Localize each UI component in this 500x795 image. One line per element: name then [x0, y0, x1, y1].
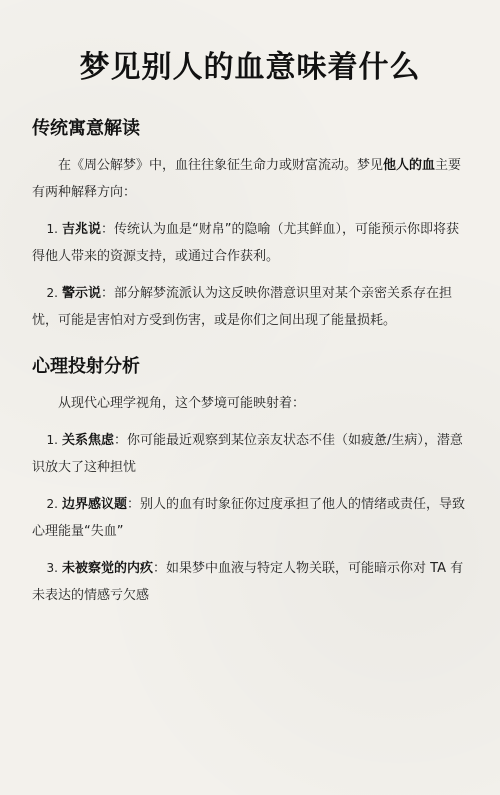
intro-text-post: 主要有两种解释方向： [32, 158, 462, 200]
intro-text-bold: 他人的血 [383, 158, 436, 173]
section-intro [32, 152, 468, 206]
item-text: ：传统认为血是“财帛”的隐喻（尤其鲜血），可能预示你即将获得他人带来的资源支持，或通过合作获利。 [32, 222, 459, 264]
list-item [32, 491, 468, 545]
list-item [32, 555, 468, 609]
item-text: ：如果梦中血液与特定人物关联，可能暗示你对 TA 有未表达的情感亏欠感 [32, 561, 464, 603]
item-number: 1. [46, 222, 58, 236]
item-term: 吉兆说 [62, 222, 102, 237]
list-item [32, 427, 468, 481]
item-number: 1. [46, 433, 58, 447]
page-title: 梦见别人的血意味着什么 [79, 50, 421, 85]
list-item [32, 216, 468, 270]
item-term: 关系焦虑 [62, 433, 115, 448]
section-intro: 从现代心理学视角，这个梦境可能映射着： [58, 396, 306, 411]
item-number: 2. [46, 286, 58, 300]
item-text: ：你可能最近观察到某位亲友状态不佳（如疲惫/生病），潜意识放大了这种担忧 [32, 433, 463, 475]
item-number: 2. [46, 497, 58, 511]
intro-text-pre: 在《周公解梦》中，血往往象征生命力或财富流动。梦见 [58, 158, 384, 173]
list-item [32, 280, 468, 334]
item-term: 边界感议题 [62, 497, 128, 512]
section-heading-psychology: 心理投射分析 [32, 356, 140, 377]
item-text: ：别人的血有时象征你过度承担了他人的情绪或责任，导致心理能量“失血” [32, 497, 466, 539]
item-term: 未被察觉的内疚 [62, 561, 154, 576]
item-text: ：部分解梦流派认为这反映你潜意识里对某个亲密关系存在担忧，可能是害怕对方受到伤害，或是你们之间出现了能量损耗。 [32, 286, 453, 328]
item-number: 3. [46, 561, 58, 575]
item-term: 警示说 [62, 286, 102, 301]
section-heading-traditional: 传统寓意解读 [32, 118, 140, 139]
